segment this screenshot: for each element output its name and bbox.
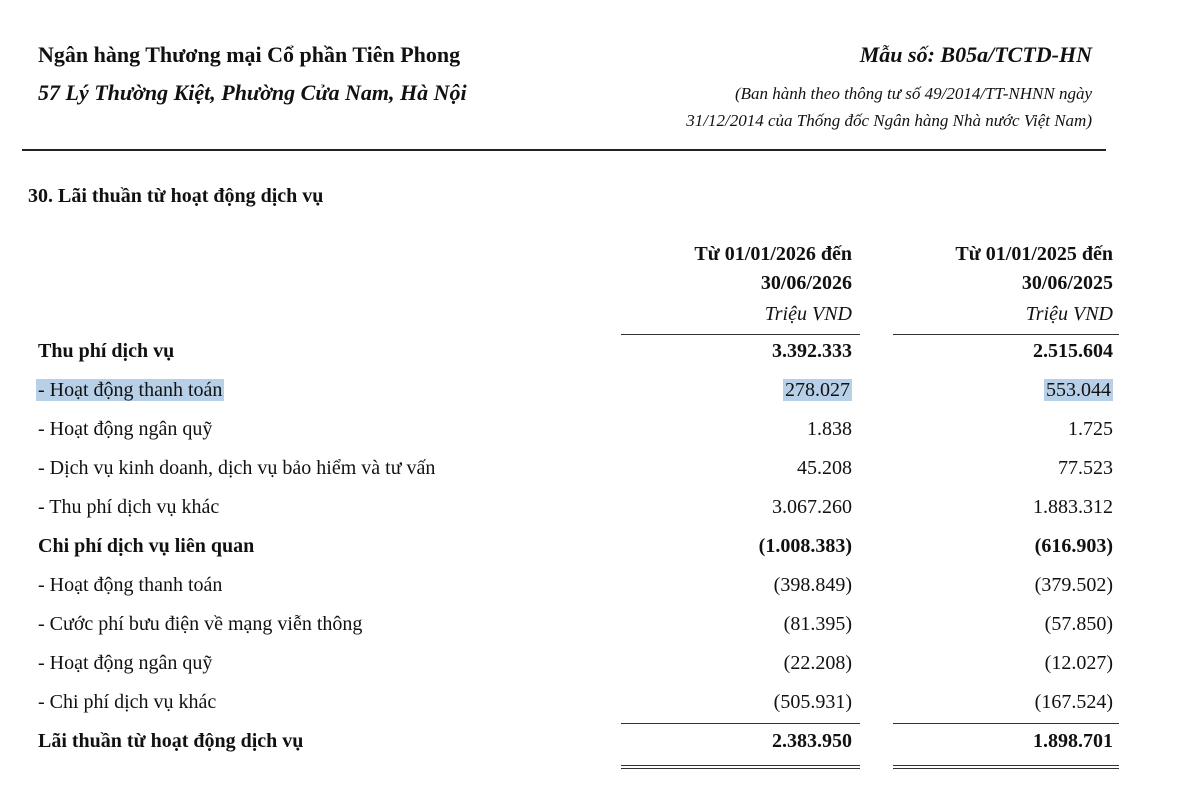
total-double-rule-2026 [621, 765, 860, 769]
bank-name: Ngân hàng Thương mại Cổ phần Tiên Phong [38, 42, 461, 67]
value-2026-text: (505.931) [773, 691, 852, 713]
form-number: Mẫu số: B05a/TCTD-HN [859, 42, 1092, 67]
column-header-2026-line2: 30/06/2026 [760, 272, 852, 294]
row-label-text: - Hoạt động thanh toán [38, 379, 223, 401]
value-2026-text: (398.849) [773, 574, 852, 596]
value-2025 [1058, 457, 1113, 480]
value-2025 [1035, 574, 1113, 597]
row-label-text: Lãi thuần từ hoạt động dịch vụ [38, 730, 304, 752]
table-row [0, 730, 1200, 768]
value-2025-text: (379.502) [1034, 574, 1113, 596]
row-label [38, 418, 212, 441]
value-2025 [1033, 496, 1113, 519]
row-label-text: Thu phí dịch vụ [38, 340, 175, 362]
row-label-text: - Hoạt động thanh toán [38, 574, 223, 596]
value-2025-text: 77.523 [1058, 457, 1113, 479]
value-2026-text: 3.067.260 [772, 496, 852, 518]
row-label [38, 457, 435, 480]
value-2026-text: 278.027 [785, 379, 850, 401]
value-2026 [772, 496, 852, 519]
value-2025-text: (616.903) [1034, 535, 1113, 557]
value-2025 [1068, 418, 1113, 441]
row-label-text: Chi phí dịch vụ liên quan [38, 535, 255, 557]
value-2025-text: 1.725 [1068, 418, 1113, 440]
value-2025-text: (57.850) [1044, 613, 1113, 635]
table-row [0, 535, 1200, 573]
bank-address: 57 Lý Thường Kiệt, Phường Cửa Nam, Hà Nội [38, 80, 467, 105]
issued-note-line-2: 31/12/2014 của Thống đốc Ngân hàng Nhà nước Việt Nam) [686, 111, 1092, 130]
column-header-rule-2025 [893, 334, 1119, 335]
value-2026 [784, 613, 852, 636]
row-label-text: - Chi phí dịch vụ khác [38, 691, 217, 713]
row-label [38, 535, 254, 558]
value-2025 [1033, 340, 1113, 363]
row-label [38, 613, 362, 636]
value-2025 [1035, 691, 1113, 714]
value-2026-text: (81.395) [783, 613, 852, 635]
header-divider [22, 149, 1106, 151]
value-2026 [783, 379, 852, 402]
value-2026-text: 45.208 [797, 457, 852, 479]
total-double-rule-2025 [893, 765, 1119, 769]
subtotal-rule-2026 [621, 723, 860, 724]
row-label [38, 379, 224, 402]
value-2026 [772, 340, 852, 363]
value-2026 [784, 652, 852, 675]
row-label-text: - Hoạt động ngân quỹ [38, 418, 213, 440]
row-label-text: - Thu phí dịch vụ khác [38, 496, 220, 518]
row-label [38, 652, 212, 675]
value-2026-text: 1.838 [807, 418, 852, 440]
issued-note-line-1: (Ban hành theo thông tư số 49/2014/TT-NHNN ngày [735, 84, 1092, 103]
value-2026-text: (22.208) [783, 652, 852, 674]
table-row [0, 340, 1200, 378]
table-row [0, 457, 1200, 495]
value-2025-text: 1.883.312 [1033, 496, 1113, 518]
value-2026 [759, 535, 852, 558]
row-label-text: - Dịch vụ kinh doanh, dịch vụ bảo hiểm và tư vấn [38, 457, 436, 479]
value-2026 [772, 730, 852, 753]
table-row [0, 613, 1200, 651]
table-row [0, 652, 1200, 690]
column-header-2026-line1: Từ 01/01/2026 đến [694, 243, 852, 265]
row-label-text: - Hoạt động ngân quỹ [38, 652, 213, 674]
row-label-text: - Cước phí bưu điện về mạng viễn thông [38, 613, 363, 635]
table-row [0, 496, 1200, 534]
value-2026 [774, 574, 852, 597]
column-header-2026 [694, 240, 852, 298]
row-label [38, 730, 303, 753]
row-label [38, 691, 216, 714]
column-header-2025-line2: 30/06/2025 [1021, 272, 1113, 294]
section-title: 30. Lãi thuần từ hoạt động dịch vụ [28, 185, 324, 207]
column-header-rule-2026 [621, 334, 860, 335]
value-2025 [1045, 613, 1113, 636]
column-unit-2025: Triệu VND [1025, 303, 1113, 325]
table-row [0, 418, 1200, 456]
value-2025 [1044, 379, 1113, 402]
value-2026-text: 2.383.950 [772, 730, 852, 752]
value-2026-text: 3.392.333 [772, 340, 852, 362]
value-2025-text: (167.524) [1034, 691, 1113, 713]
value-2025 [1035, 535, 1113, 558]
value-2025-text: 1.898.701 [1033, 730, 1113, 752]
column-header-2025-line1: Từ 01/01/2025 đến [955, 243, 1113, 265]
value-2025-text: 2.515.604 [1033, 340, 1113, 362]
value-2026-text: (1.008.383) [758, 535, 852, 557]
column-unit-2026: Triệu VND [764, 303, 852, 325]
value-2025-text: (12.027) [1044, 652, 1113, 674]
table-row [0, 574, 1200, 612]
subtotal-rule-2025 [893, 723, 1119, 724]
column-header-2025 [955, 240, 1113, 298]
table-row [0, 379, 1200, 417]
row-label [38, 496, 219, 519]
row-label [38, 340, 174, 363]
value-2026 [807, 418, 852, 441]
value-2025 [1045, 652, 1113, 675]
value-2025 [1033, 730, 1113, 753]
row-label [38, 574, 222, 597]
value-2026 [774, 691, 852, 714]
value-2025-text: 553.044 [1046, 379, 1111, 401]
value-2026 [797, 457, 852, 480]
